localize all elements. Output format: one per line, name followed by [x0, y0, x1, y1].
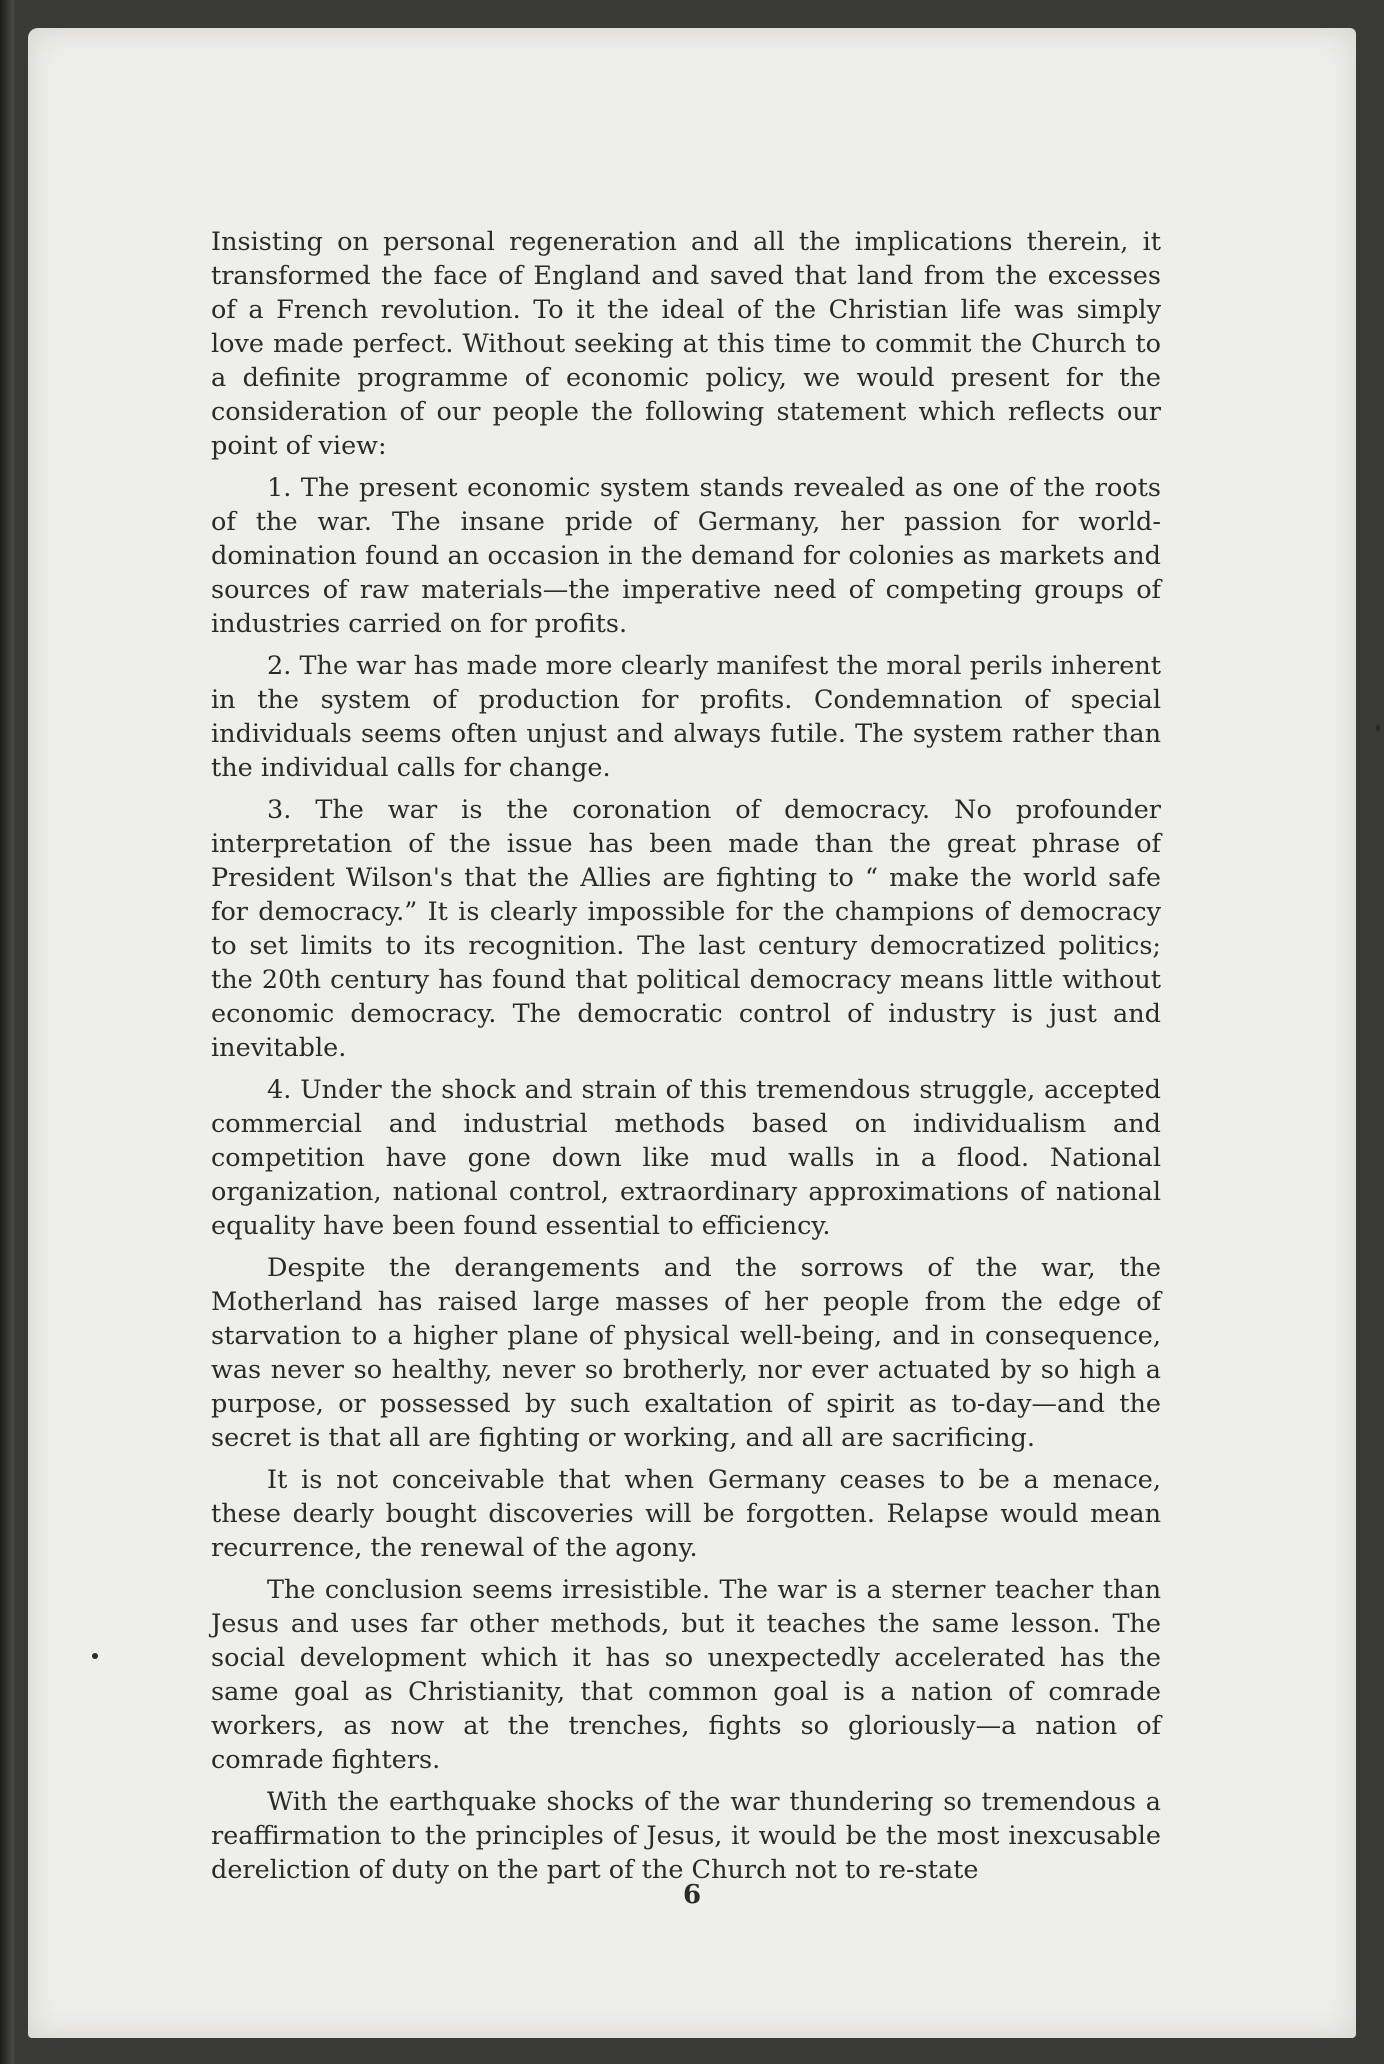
body-text: [211, 225, 1161, 1895]
paragraph-point-1: 1. The present economic system stands revealed as one of the roots of the war. The insane pride of Germany, her passion for world-domination found an occasion in the demand for colonies as markets and sources of raw materials—the imperative need of competing groups of industries carried on for profits.: [211, 473, 1161, 639]
ink-speck: [92, 1653, 98, 1659]
paragraph-point-2: 2. The war has made more clearly manifest the moral perils inherent in the system of production for profits. Condemnation of special individuals seems often unjust and always futile. The system rather than the individual calls for change.: [211, 651, 1161, 783]
paragraph-germany: It is not conceivable that when Germany ceases to be a menace, these dearly bought discoveries will be forgotten. Relapse would mean recurrence, the renewal of the agony.: [211, 1465, 1161, 1563]
paragraph-motherland: Despite the derangements and the sorrows of the war, the Motherland has raised large masses of her people from the edge of starvation to a higher plane of physical well-being, and in consequence, was never so healthy, never so brotherly, nor ever actuated by so high a purpose, or possessed by such exaltation of spirit as to-day—and the secret is that all are fighting or working, and all are sacrificing.: [211, 1253, 1161, 1453]
scanner-edge-shadow: [0, 0, 14, 2064]
ink-speck: [1376, 724, 1380, 732]
paragraph-intro: Insisting on personal regeneration and all the implications therein, it transformed the face of England and saved that land from the excesses of a French revolution. To it the ideal of the Christian life was simply love made perfect. Without seeking at this time to commit the Church to a definite programme of economic policy, we would present for the consideration of our people the following statement which reflects our point of view:: [211, 227, 1161, 461]
paragraph-conclusion: The conclusion seems irresistible. The war is a sterner teacher than Jesus and uses far other methods, but it teaches the same lesson. The social development which it has so unexpectedly accelerated has the same goal as Christianity, that common goal is a nation of comrade workers, as now at the trenches, fights so gloriously—a nation of comrade fighters.: [211, 1575, 1161, 1775]
paragraph-earthquake: With the earthquake shocks of the war thundering so tremendous a reaffirmation to the principles of Jesus, it would be the most inexcusable dereliction of duty on the part of the Church not to re-state: [211, 1787, 1161, 1885]
paragraph-point-3: 3. The war is the coronation of democracy. No profounder interpretation of the issue has been made than the great phrase of President Wilson's that the Allies are fighting to “ make the world safe for democracy.” It is clearly impossible for the champions of democracy to set limits to its recognition. The last century democratized politics; the 20th century has found that political democracy means little without economic democracy. The democratic control of industry is just and inevitable.: [211, 795, 1161, 1063]
paragraph-point-4: 4. Under the shock and strain of this tremendous struggle, accepted commercial and industrial methods based on individualism and competition have gone down like mud walls in a flood. National organization, national control, extraordinary approximations of national equality have been found essential to efficiency.: [211, 1075, 1161, 1241]
page-number: 6: [682, 1880, 702, 1910]
